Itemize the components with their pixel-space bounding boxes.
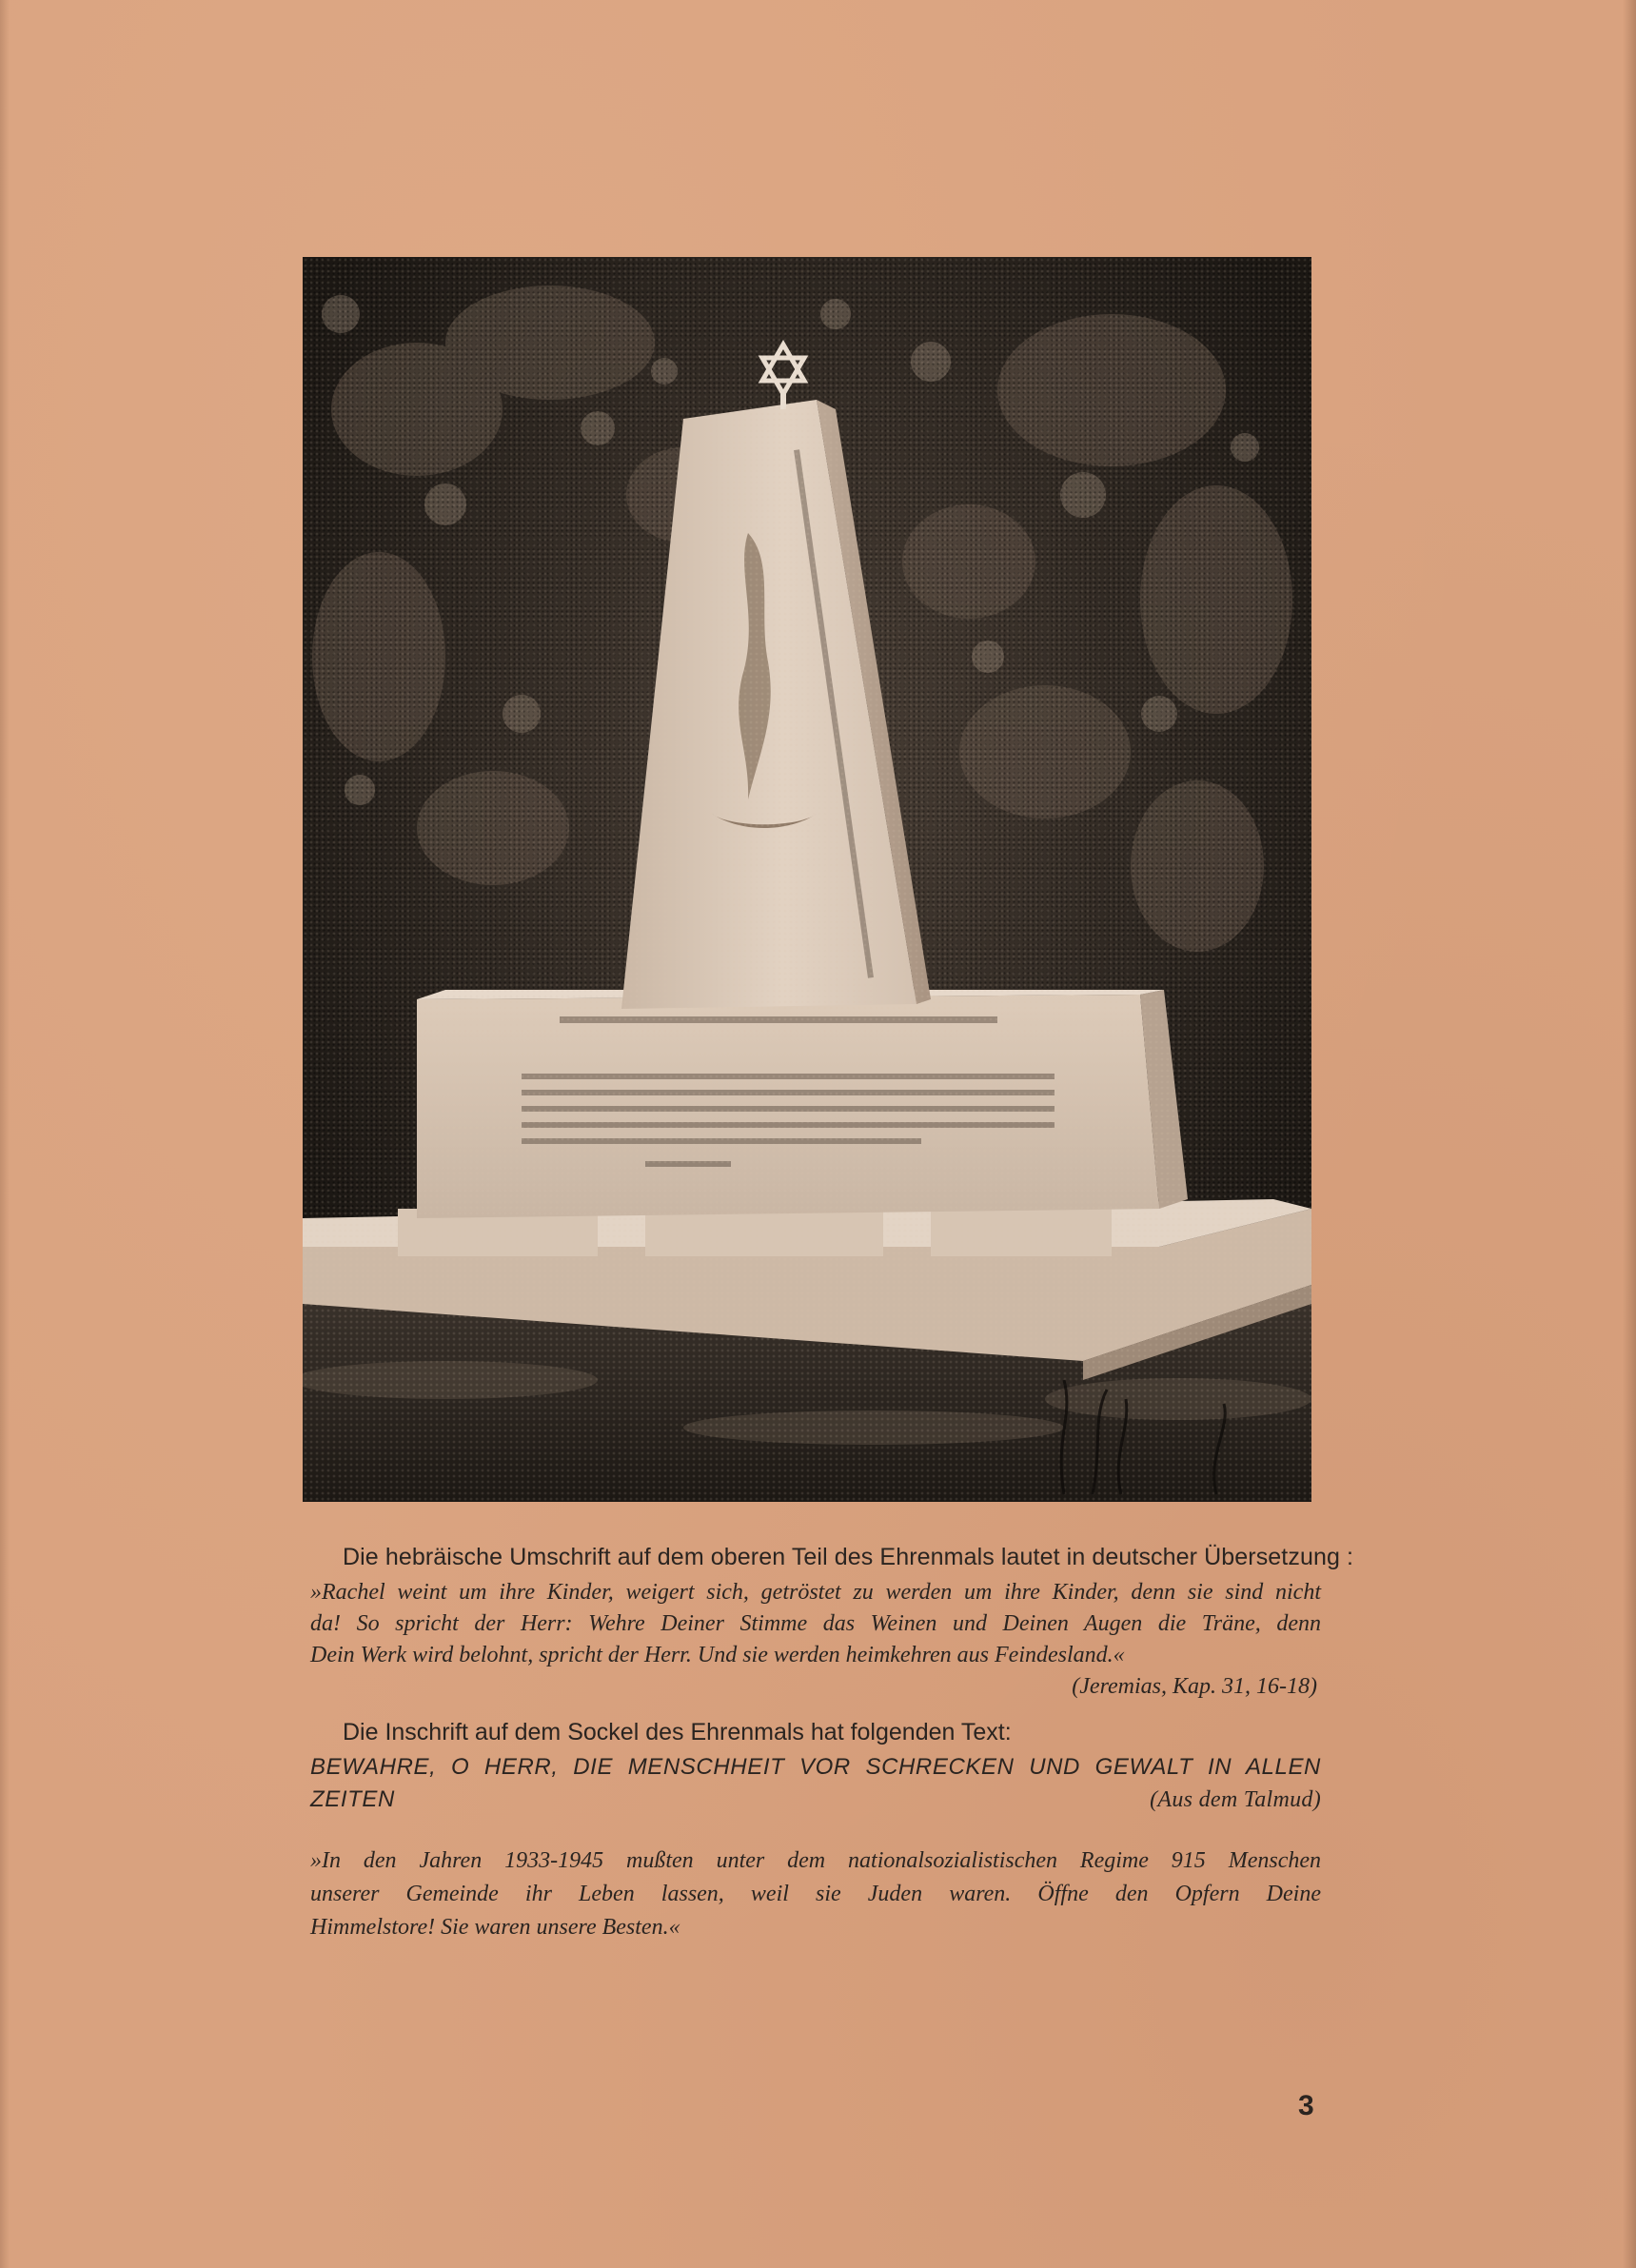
memorial-dedication — [310, 1844, 1321, 1944]
memorial-photo — [303, 257, 1311, 1502]
page-edge-left — [0, 0, 10, 2268]
quote-line: Dein Werk wird belohnt, spricht der Herr. Und sie werden heimkehren aus Feindesland.« — [310, 1643, 1125, 1667]
inscription-source: (Aus dem Talmud) — [1150, 1787, 1321, 1812]
jeremiah-quote — [310, 1577, 1321, 1703]
dedication-line: Himmelstore! Sie waren unsere Besten.« — [310, 1915, 680, 1940]
inscription-row — [310, 1784, 1321, 1816]
quote-reference: (Jeremias, Kap. 31, 16-18) — [1072, 1674, 1317, 1699]
inscription-line: ZEITEN — [310, 1786, 395, 1812]
quote-line: da! So spricht der Herr: Wehre Deiner Stimme das Weinen und Deinen Augen die Träne, denn — [310, 1611, 1321, 1636]
quote-line: »Rachel weint um ihre Kinder, weigert sich, getröstet zu werden um ihre Kinder, denn sie sind nicht — [310, 1580, 1321, 1605]
dedication-line: unserer Gemeinde ihr Leben lassen, weil sie Juden waren. Öffne den Opfern Deine — [310, 1882, 1321, 1906]
inscription-heading: Die Inschrift auf dem Sockel des Ehrenmals hat folgenden Text: — [343, 1719, 1012, 1745]
caption-heading: Die hebräische Umschrift auf dem oberen Teil des Ehrenmals lautet in deutscher Übersetzung : — [343, 1544, 1354, 1570]
dedication-line: »In den Jahren 1933-1945 mußten unter dem nationalsozialistischen Regime 915 Menschen — [310, 1848, 1321, 1873]
inscription-line: BEWAHRE, O HERR, DIE MENSCHHEIT VOR SCHRECKEN UND GEWALT IN ALLEN — [310, 1754, 1321, 1780]
page-edge-right — [1623, 0, 1636, 2268]
pedestal-inscription — [310, 1751, 1321, 1816]
page-number: 3 — [1298, 2090, 1314, 2121]
